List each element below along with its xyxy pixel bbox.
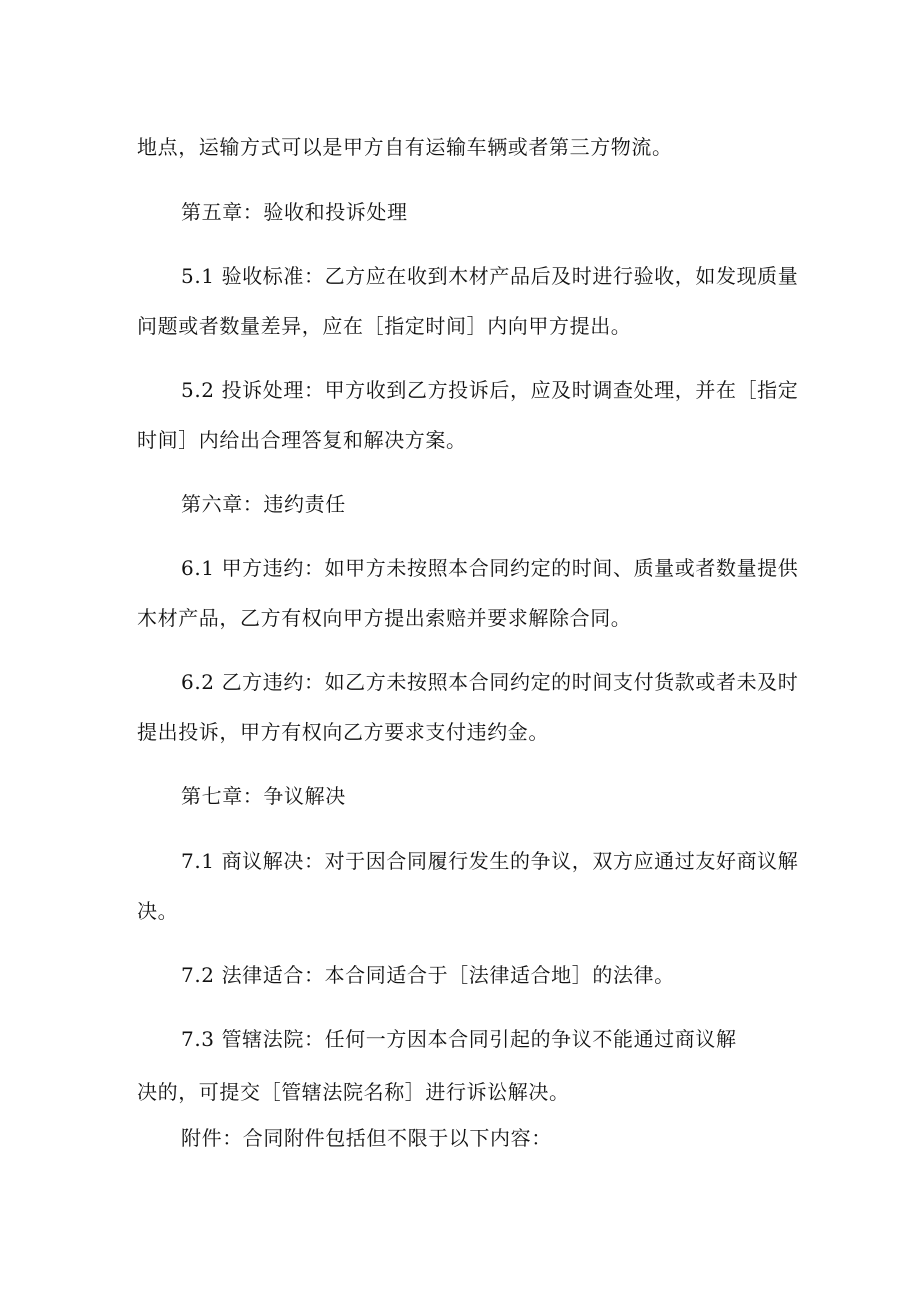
paragraph-line: 5.2 投诉处理：甲方收到乙方投诉后，应及时调查处理，并在［指定 xyxy=(181,378,799,402)
paragraph-line: 6.2 乙方违约：如乙方未按照本合同约定的时间支付货款或者未及时 xyxy=(181,670,799,694)
chapter-heading: 第五章：验收和投诉处理 xyxy=(181,200,408,224)
paragraph-line: 7.1 商议解决：对于因合同履行发生的争议，双方应通过友好商议解 xyxy=(181,849,799,873)
paragraph-line: 7.2 法律适合：本合同适合于［法律适合地］的法律。 xyxy=(181,963,675,987)
chapter-heading: 第七章：争议解决 xyxy=(181,784,346,808)
paragraph-line: 5.1 验收标准：乙方应在收到木材产品后及时进行验收，如发现质量 xyxy=(181,264,799,288)
paragraph-line: 决的，可提交［管辖法院名称］进行诉讼解决。 xyxy=(137,1080,570,1104)
paragraph-line: 决。 xyxy=(137,899,179,923)
paragraph-line: 木材产品，乙方有权向甲方提出索赔并要求解除合同。 xyxy=(137,606,632,630)
paragraph-line: 地点，运输方式可以是甲方自有运输车辆或者第三方物流。 xyxy=(137,135,673,159)
paragraph-line: 6.1 甲方违约：如甲方未按照本合同约定的时间、质量或者数量提供 xyxy=(181,556,799,580)
paragraph-line: 提出投诉，甲方有权向乙方要求支付违约金。 xyxy=(137,720,549,744)
paragraph-line: 7.3 管辖法院：任何一方因本合同引起的争议不能通过商议解 xyxy=(181,1027,737,1051)
paragraph-line: 问题或者数量差异，应在［指定时间］内向甲方提出。 xyxy=(137,314,632,338)
paragraph-line: 附件：合同附件包括但不限于以下内容： xyxy=(181,1126,552,1150)
paragraph-line: 时间］内给出合理答复和解决方案。 xyxy=(137,428,467,452)
chapter-heading: 第六章：违约责任 xyxy=(181,492,346,516)
